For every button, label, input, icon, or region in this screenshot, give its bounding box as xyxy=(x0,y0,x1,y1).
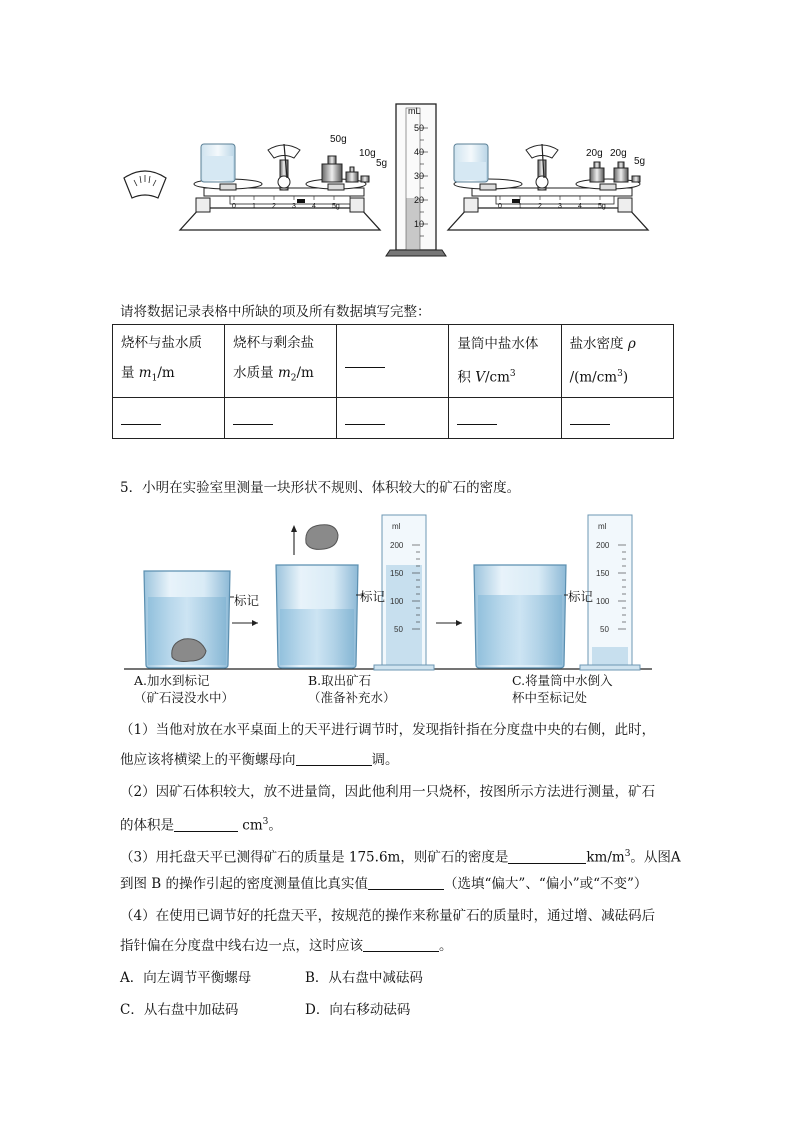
caption-b-note: （准备补充水） xyxy=(308,690,396,705)
header-cell: 烧杯与盐水质 量 $m_1/m$ xyxy=(113,325,225,398)
cylinder-tick: 200 xyxy=(390,541,404,550)
caption-c: C.将量筒中水倒入 xyxy=(512,673,613,688)
data-record-table xyxy=(112,324,674,439)
caption-b: B.取出矿石 xyxy=(308,673,372,688)
scale-tick: 5g xyxy=(598,203,606,210)
answer-blank[interactable] xyxy=(449,398,561,439)
ore-volume-figure xyxy=(120,505,660,715)
cylinder-tick: 100 xyxy=(596,597,610,606)
answer-blank[interactable] xyxy=(363,937,439,952)
q5-part3-line2: 到图 B 的操作引起的密度测量值比真实值 （选填“偏大”、“偏小”或“不变”） xyxy=(120,876,648,892)
scale-tick: 1 xyxy=(518,203,522,210)
q5-part2-line1: （2）因矿石体积较大，放不进量筒，因此他利用一只烧杯，按图所示方法进行测量，矿石 xyxy=(120,784,656,800)
answer-blank[interactable] xyxy=(508,849,586,864)
header-cell: 量筒中盐水体 积 $V/cm^3$ xyxy=(449,325,561,398)
header-cell: 烧杯与剩余盐 水质量 $m_2/m$ xyxy=(225,325,337,398)
caption-a-note: （矿石浸没水中） xyxy=(134,690,235,705)
cylinder-tick: 150 xyxy=(390,569,404,578)
dial-gauge xyxy=(124,171,166,198)
q5-part1-line2: 他应该将横梁上的平衡螺母向 调。 xyxy=(120,752,399,768)
left-balance xyxy=(180,144,380,230)
q5-part2-line2: 的体积是 $cm^3$。 xyxy=(120,817,282,834)
weight-label: 10g xyxy=(359,148,376,159)
scale-tick: 4 xyxy=(312,203,316,210)
answer-blank[interactable] xyxy=(296,751,372,766)
q5-part1-line1: （1）当他对放在水平桌面上的天平进行调节时，发现指针指在分度盘中央的右侧，此时， xyxy=(120,722,656,738)
cylinder-tick: 20 xyxy=(414,195,425,205)
q5-part3-line1: （3）用托盘天平已测得矿石的质量是 175.6m，则矿石的密度是 $km/m^3$。从图A xyxy=(120,849,681,866)
mark-label: 标记 xyxy=(234,593,260,608)
answer-blank[interactable] xyxy=(225,398,337,439)
cylinder-unit: ml xyxy=(598,522,607,531)
q5-part4-line1: （4）在使用已调节好的托盘天平，按规范的操作来称量矿石的质量时，通过增、减砝码后 xyxy=(120,908,656,924)
option-c[interactable]: C．从右盘中加砝码 xyxy=(120,1002,239,1018)
weight-label: 50g xyxy=(330,134,347,145)
scale-tick: 3 xyxy=(292,203,296,210)
scale-tick: 3 xyxy=(558,203,562,210)
cylinder-tick: 30 xyxy=(414,171,425,181)
answer-blank[interactable] xyxy=(174,817,238,832)
weight-label: 20g xyxy=(610,148,627,159)
cylinder-unit: mL xyxy=(408,106,421,116)
beaker-b xyxy=(276,565,364,668)
answer-blank[interactable] xyxy=(368,875,444,890)
scale-tick: 0 xyxy=(498,203,502,210)
answer-blank[interactable] xyxy=(113,398,225,439)
cylinder-tick: 50 xyxy=(600,625,609,634)
cylinder-tick: 150 xyxy=(596,569,610,578)
mark-label: 标记 xyxy=(360,589,386,604)
caption-a: A.加水到标记 xyxy=(134,673,210,688)
header-cell: 盐水密度 ρ $/(m/cm^3)$ xyxy=(561,325,673,398)
scale-tick: 4 xyxy=(578,203,582,210)
beaker-a xyxy=(144,571,234,668)
weight-label: 20g xyxy=(586,148,603,159)
answer-blank[interactable] xyxy=(337,398,449,439)
weight-label: 5g xyxy=(376,158,388,169)
cylinder-tick: 100 xyxy=(390,597,404,606)
scale-tick: 1 xyxy=(252,203,256,210)
cylinder-unit: ml xyxy=(392,522,401,531)
option-b[interactable]: B．从右盘中减砝码 xyxy=(305,970,423,986)
scale-tick: 5g xyxy=(332,203,340,210)
cylinder-tick: 200 xyxy=(596,541,610,550)
table-instruction: 请将数据记录表格中所缺的项及所有数据填写完整： xyxy=(120,304,431,320)
scale-tick: 2 xyxy=(272,203,276,210)
option-a[interactable]: A．向左调节平衡螺母 xyxy=(120,970,252,986)
header-cell-blank[interactable] xyxy=(337,325,449,398)
balance-figure xyxy=(110,98,670,258)
answer-blank[interactable] xyxy=(561,398,673,439)
mark-label: 标记 xyxy=(568,589,594,604)
scale-tick: 2 xyxy=(538,203,542,210)
cylinder-tick: 40 xyxy=(414,147,425,157)
cylinder-tick: 10 xyxy=(414,219,425,229)
cylinder-tick: 50 xyxy=(394,625,403,634)
weight-label: 5g xyxy=(634,156,646,167)
caption-c-note: 杯中至标记处 xyxy=(512,690,588,705)
q5-part4-line2: 指针偏在分度盘中线右边一点，这时应该 。 xyxy=(120,938,453,954)
q5-title: 5．小明在实验室里测量一块形状不规则、体积较大的矿石的密度。 xyxy=(120,480,521,496)
cylinder-tick: 50 xyxy=(414,123,425,133)
option-d[interactable]: D．向右移动砝码 xyxy=(305,1002,411,1018)
beaker-c xyxy=(474,565,568,668)
scale-tick: 0 xyxy=(232,203,236,210)
